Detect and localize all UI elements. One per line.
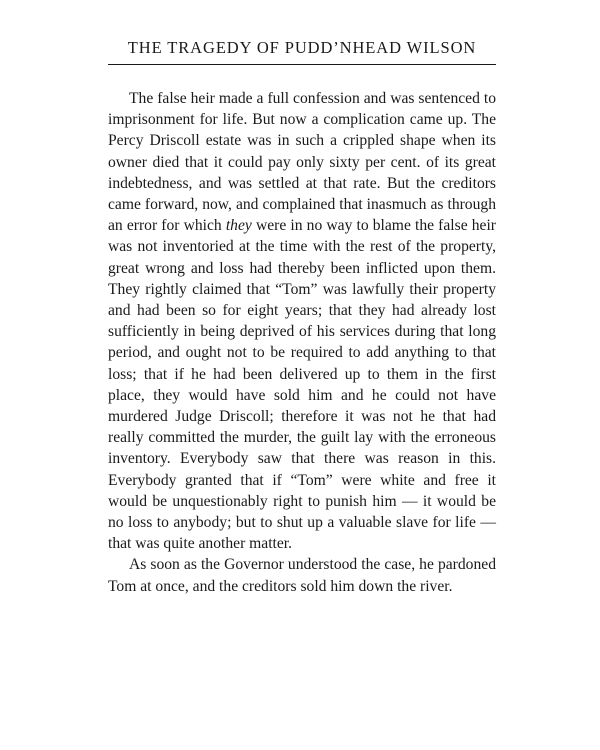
paragraph-text: The false heir made a full confession and was sentenced to imprisonment for life. But now a complication came up. The Percy Driscoll estate was in such a crippled shape when its owner died that it could pay only sixty per cent. of its great indebtedness, and was settled at that rate. But the creditors came forward, now, and complained that inasmuch as through an error for which <box>108 90 496 235</box>
header-rule <box>108 64 496 65</box>
paragraph-pardon: As soon as the Governor understood the case, he pardoned Tom at once, and the creditors sold him down the river. <box>108 556 496 595</box>
emphasized-word: they <box>225 217 252 235</box>
body-text <box>108 88 496 597</box>
paragraph-confession <box>108 88 496 554</box>
running-head: THE TRAGEDY OF PUDD’NHEAD WILSON <box>127 38 477 57</box>
paragraph-text: were in no way to blame the false heir was not inventoried at the time with the rest of the property, great wrong and loss had thereby been inflicted upon them. They rightly claimed that “Tom” was lawfully their property and had been so for eight years; that they had already lost sufficiently in being deprived of his services during that long period, and ought not to be required to add anything to that loss; that if he had been delivered up to them in the first place, they would have sold him and he could not have murdered Judge Driscoll; therefore it was not he that had really committed the murder, the guilt lay with the erroneous inventory. Everybody saw that there was reason in this. Everybody granted that if “Tom” were white and free it would be unquestionably right to punish him — it would be no loss to anybody; but to shut up a valuable slave for life — that was quite another matter. <box>108 217 496 553</box>
